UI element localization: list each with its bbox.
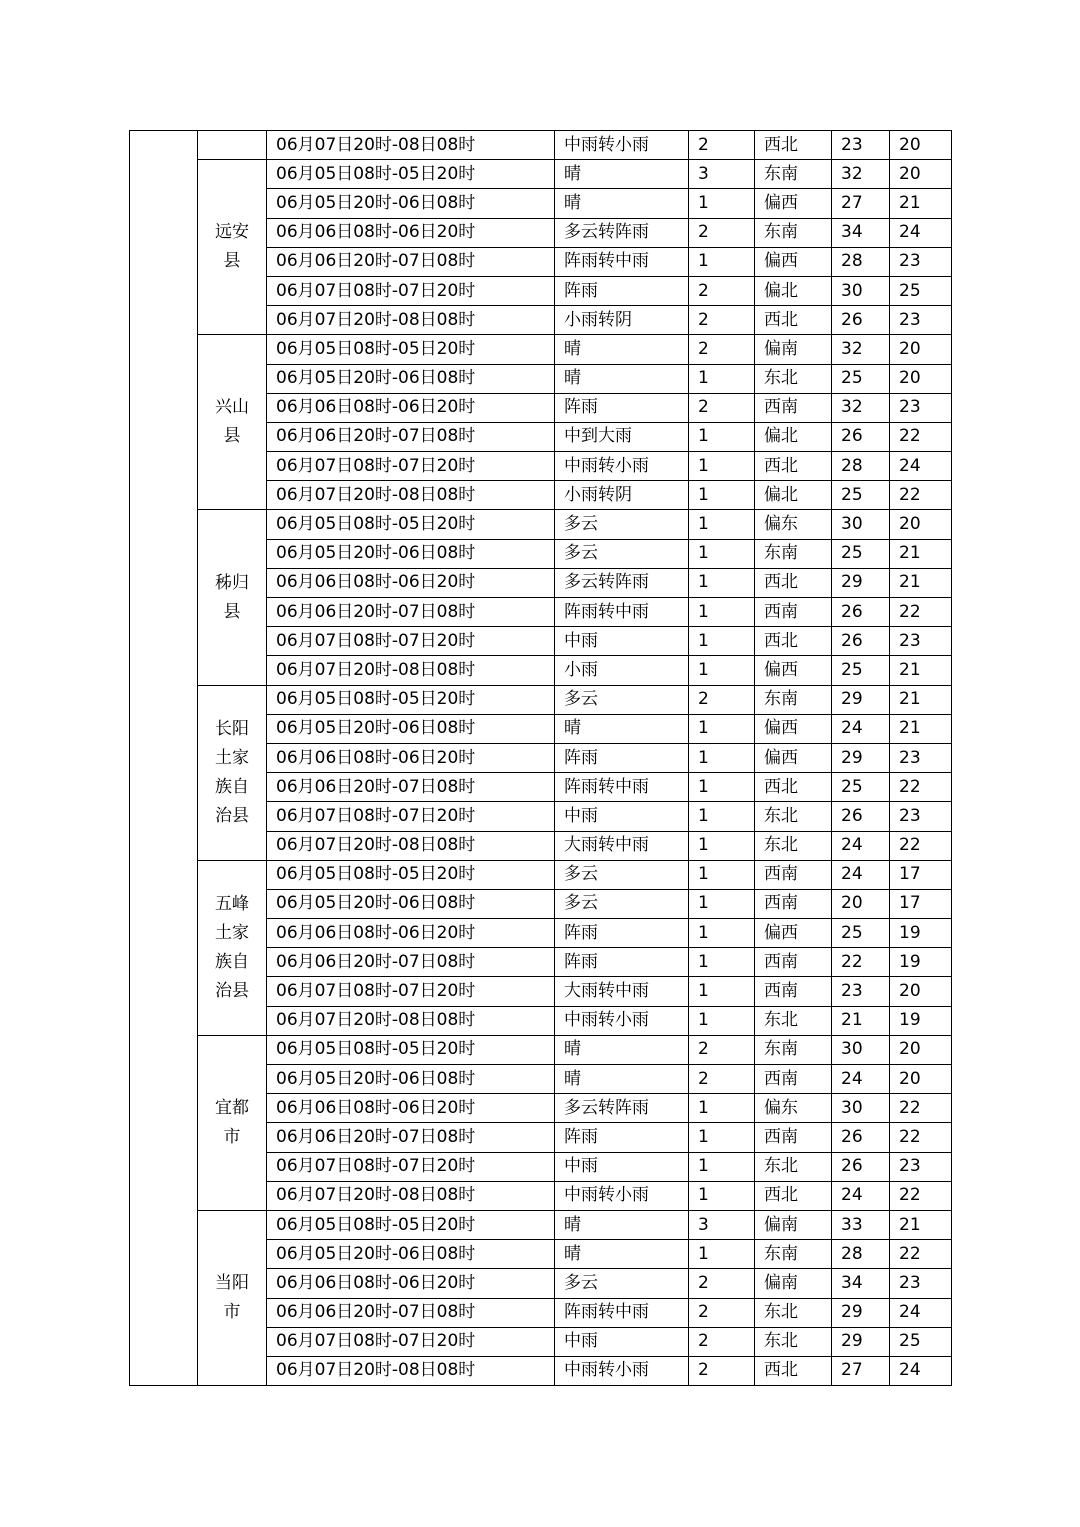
period-cell: 06月06日08时-06日20时 (267, 393, 555, 422)
weather-cell: 大雨转中雨 (555, 831, 689, 860)
max-temp-cell: 28 (832, 247, 890, 276)
weather-cell: 中雨转小雨 (555, 1356, 689, 1385)
wind-direction-cell: 东南 (755, 1035, 832, 1064)
max-temp-cell: 21 (832, 1006, 890, 1035)
max-temp-cell: 29 (832, 568, 890, 597)
period-cell: 06月05日20时-06日08时 (267, 539, 555, 568)
period-cell: 06月07日20时-08日08时 (267, 1181, 555, 1210)
county-cell (198, 1035, 267, 1210)
wind-direction-cell: 西南 (755, 977, 832, 1006)
wind-level-cell: 2 (689, 1065, 755, 1094)
period-cell: 06月07日08时-07日20时 (267, 977, 555, 1006)
period-cell: 06月07日20时-08日08时 (267, 131, 555, 160)
wind-direction-cell: 西南 (755, 889, 832, 918)
wind-direction-cell: 西南 (755, 1123, 832, 1152)
max-temp-cell: 29 (832, 685, 890, 714)
wind-direction-cell: 东南 (755, 218, 832, 247)
wind-direction-cell: 西北 (755, 773, 832, 802)
weather-cell: 多云 (555, 539, 689, 568)
max-temp-cell: 32 (832, 393, 890, 422)
period-cell: 06月06日08时-06日20时 (267, 568, 555, 597)
weather-cell: 晴 (555, 1035, 689, 1064)
max-temp-cell: 30 (832, 1094, 890, 1123)
wind-level-cell: 1 (689, 656, 755, 685)
weather-cell: 多云 (555, 1269, 689, 1298)
min-temp-cell: 20 (890, 1035, 952, 1064)
weather-cell: 中雨 (555, 802, 689, 831)
county-name: 长阳土家族自治县 (215, 718, 249, 826)
period-cell: 06月06日20时-07日08时 (267, 422, 555, 451)
max-temp-cell: 25 (832, 481, 890, 510)
county-cell (198, 860, 267, 1035)
weather-cell: 多云 (555, 860, 689, 889)
wind-level-cell: 2 (689, 1356, 755, 1385)
max-temp-cell: 24 (832, 714, 890, 743)
max-temp-cell: 25 (832, 539, 890, 568)
period-cell: 06月06日08时-06日20时 (267, 1094, 555, 1123)
period-cell: 06月07日08时-07日20时 (267, 1327, 555, 1356)
weather-cell: 中到大雨 (555, 422, 689, 451)
wind-level-cell: 1 (689, 1152, 755, 1181)
weather-cell: 小雨 (555, 656, 689, 685)
wind-direction-cell: 东北 (755, 831, 832, 860)
wind-direction-cell: 西北 (755, 131, 832, 160)
max-temp-cell: 30 (832, 510, 890, 539)
wind-level-cell: 1 (689, 189, 755, 218)
period-cell: 06月07日08时-07日20时 (267, 802, 555, 831)
weather-cell: 阵雨 (555, 919, 689, 948)
min-temp-cell: 25 (890, 276, 952, 305)
wind-level-cell: 3 (689, 160, 755, 189)
weather-cell: 大雨转中雨 (555, 977, 689, 1006)
period-cell: 06月06日20时-07日08时 (267, 1298, 555, 1327)
wind-direction-cell: 东北 (755, 1327, 832, 1356)
county-cell (198, 685, 267, 860)
county-name: 远安县 (215, 222, 249, 272)
wind-level-cell: 1 (689, 802, 755, 831)
wind-direction-cell: 偏北 (755, 422, 832, 451)
max-temp-cell: 25 (832, 773, 890, 802)
period-cell: 06月07日08时-07日20时 (267, 276, 555, 305)
wind-level-cell: 2 (689, 1269, 755, 1298)
max-temp-cell: 26 (832, 422, 890, 451)
wind-direction-cell: 偏东 (755, 510, 832, 539)
wind-direction-cell: 东北 (755, 1152, 832, 1181)
wind-level-cell: 1 (689, 860, 755, 889)
wind-level-cell: 2 (689, 306, 755, 335)
period-cell: 06月06日08时-06日20时 (267, 743, 555, 772)
wind-level-cell: 1 (689, 1181, 755, 1210)
weather-cell: 中雨 (555, 1327, 689, 1356)
wind-direction-cell: 西北 (755, 1181, 832, 1210)
max-temp-cell: 27 (832, 189, 890, 218)
max-temp-cell: 26 (832, 1123, 890, 1152)
period-cell: 06月05日08时-05日20时 (267, 1035, 555, 1064)
weather-cell: 晴 (555, 335, 689, 364)
weather-cell: 晴 (555, 714, 689, 743)
wind-level-cell: 2 (689, 1298, 755, 1327)
period-cell: 06月06日08时-06日20时 (267, 1269, 555, 1298)
period-cell: 06月05日20时-06日08时 (267, 189, 555, 218)
min-temp-cell: 22 (890, 598, 952, 627)
wind-level-cell: 2 (689, 393, 755, 422)
period-cell: 06月05日08时-05日20时 (267, 160, 555, 189)
wind-direction-cell: 偏南 (755, 1210, 832, 1239)
wind-direction-cell: 西南 (755, 393, 832, 422)
wind-level-cell: 1 (689, 773, 755, 802)
table-row (130, 1210, 952, 1239)
max-temp-cell: 26 (832, 802, 890, 831)
min-temp-cell: 20 (890, 510, 952, 539)
weather-cell: 晴 (555, 160, 689, 189)
wind-level-cell: 1 (689, 539, 755, 568)
wind-direction-cell: 偏南 (755, 335, 832, 364)
wind-direction-cell: 东北 (755, 364, 832, 393)
wind-level-cell: 1 (689, 743, 755, 772)
min-temp-cell: 22 (890, 422, 952, 451)
wind-direction-cell: 西北 (755, 452, 832, 481)
min-temp-cell: 23 (890, 247, 952, 276)
wind-level-cell: 1 (689, 1240, 755, 1269)
max-temp-cell: 29 (832, 743, 890, 772)
forecast-table (129, 130, 952, 1386)
min-temp-cell: 19 (890, 919, 952, 948)
min-temp-cell: 23 (890, 743, 952, 772)
min-temp-cell: 20 (890, 977, 952, 1006)
weather-cell: 中雨 (555, 627, 689, 656)
wind-level-cell: 1 (689, 364, 755, 393)
county-name: 兴山县 (215, 397, 249, 447)
wind-level-cell: 1 (689, 714, 755, 743)
county-name: 宜都市 (215, 1097, 249, 1147)
weather-cell: 阵雨 (555, 948, 689, 977)
min-temp-cell: 24 (890, 218, 952, 247)
wind-level-cell: 1 (689, 1006, 755, 1035)
period-cell: 06月05日20时-06日08时 (267, 714, 555, 743)
wind-level-cell: 1 (689, 1123, 755, 1152)
wind-direction-cell: 西南 (755, 948, 832, 977)
max-temp-cell: 22 (832, 948, 890, 977)
max-temp-cell: 25 (832, 656, 890, 685)
wind-level-cell: 1 (689, 831, 755, 860)
max-temp-cell: 25 (832, 364, 890, 393)
period-cell: 06月05日08时-05日20时 (267, 685, 555, 714)
wind-level-cell: 1 (689, 247, 755, 276)
weather-cell: 中雨转小雨 (555, 1006, 689, 1035)
period-cell: 06月06日08时-06日20时 (267, 218, 555, 247)
table-row (130, 860, 952, 889)
wind-direction-cell: 偏西 (755, 656, 832, 685)
wind-level-cell: 1 (689, 627, 755, 656)
min-temp-cell: 20 (890, 160, 952, 189)
county-cell (198, 160, 267, 335)
period-cell: 06月07日20时-08日08时 (267, 831, 555, 860)
period-cell: 06月07日20时-08日08时 (267, 1006, 555, 1035)
min-temp-cell: 23 (890, 627, 952, 656)
period-cell: 06月05日08时-05日20时 (267, 1210, 555, 1239)
weather-cell: 中雨转小雨 (555, 452, 689, 481)
period-cell: 06月06日20时-07日08时 (267, 598, 555, 627)
period-cell: 06月07日08时-07日20时 (267, 452, 555, 481)
weather-cell: 阵雨转中雨 (555, 1298, 689, 1327)
wind-level-cell: 2 (689, 685, 755, 714)
region-cell (130, 131, 198, 1386)
wind-level-cell: 2 (689, 276, 755, 305)
weather-cell: 中雨 (555, 1152, 689, 1181)
period-cell: 06月05日20时-06日08时 (267, 364, 555, 393)
min-temp-cell: 22 (890, 831, 952, 860)
min-temp-cell: 19 (890, 948, 952, 977)
wind-level-cell: 1 (689, 422, 755, 451)
period-cell: 06月07日20时-08日08时 (267, 656, 555, 685)
min-temp-cell: 23 (890, 1269, 952, 1298)
max-temp-cell: 32 (832, 335, 890, 364)
weather-cell: 阵雨 (555, 743, 689, 772)
max-temp-cell: 29 (832, 1298, 890, 1327)
min-temp-cell: 23 (890, 306, 952, 335)
wind-direction-cell: 东北 (755, 1298, 832, 1327)
max-temp-cell: 30 (832, 276, 890, 305)
weather-cell: 晴 (555, 1065, 689, 1094)
wind-direction-cell: 偏西 (755, 919, 832, 948)
wind-level-cell: 2 (689, 1035, 755, 1064)
period-cell: 06月07日20时-08日08时 (267, 306, 555, 335)
min-temp-cell: 24 (890, 1298, 952, 1327)
min-temp-cell: 21 (890, 685, 952, 714)
weather-cell: 多云 (555, 510, 689, 539)
max-temp-cell: 24 (832, 831, 890, 860)
table-row (130, 510, 952, 539)
wind-direction-cell: 东南 (755, 539, 832, 568)
min-temp-cell: 19 (890, 1006, 952, 1035)
wind-direction-cell: 偏西 (755, 189, 832, 218)
min-temp-cell: 23 (890, 802, 952, 831)
wind-direction-cell: 东北 (755, 802, 832, 831)
weather-cell: 多云 (555, 889, 689, 918)
period-cell: 06月05日20时-06日08时 (267, 889, 555, 918)
max-temp-cell: 20 (832, 889, 890, 918)
max-temp-cell: 23 (832, 131, 890, 160)
wind-direction-cell: 西北 (755, 627, 832, 656)
table-row (130, 160, 952, 189)
max-temp-cell: 30 (832, 1035, 890, 1064)
wind-direction-cell: 东南 (755, 1240, 832, 1269)
forecast-table-body (130, 131, 952, 1386)
max-temp-cell: 26 (832, 1152, 890, 1181)
max-temp-cell: 26 (832, 627, 890, 656)
wind-level-cell: 2 (689, 218, 755, 247)
min-temp-cell: 24 (890, 452, 952, 481)
min-temp-cell: 22 (890, 1123, 952, 1152)
wind-direction-cell: 西北 (755, 1356, 832, 1385)
period-cell: 06月07日20时-08日08时 (267, 1356, 555, 1385)
wind-level-cell: 2 (689, 131, 755, 160)
max-temp-cell: 24 (832, 1181, 890, 1210)
weather-cell: 晴 (555, 1210, 689, 1239)
period-cell: 06月05日08时-05日20时 (267, 510, 555, 539)
weather-cell: 中雨转小雨 (555, 1181, 689, 1210)
table-row (130, 131, 952, 160)
wind-level-cell: 1 (689, 889, 755, 918)
max-temp-cell: 26 (832, 306, 890, 335)
min-temp-cell: 25 (890, 1327, 952, 1356)
period-cell: 06月06日20时-07日08时 (267, 948, 555, 977)
min-temp-cell: 20 (890, 131, 952, 160)
period-cell: 06月05日20时-06日08时 (267, 1240, 555, 1269)
wind-level-cell: 1 (689, 598, 755, 627)
weather-cell: 多云转阵雨 (555, 568, 689, 597)
weather-cell: 阵雨转中雨 (555, 247, 689, 276)
wind-level-cell: 1 (689, 948, 755, 977)
weather-cell: 中雨转小雨 (555, 131, 689, 160)
weather-cell: 小雨转阴 (555, 306, 689, 335)
wind-direction-cell: 东北 (755, 1006, 832, 1035)
weather-cell: 小雨转阴 (555, 481, 689, 510)
max-temp-cell: 32 (832, 160, 890, 189)
max-temp-cell: 24 (832, 1065, 890, 1094)
wind-level-cell: 1 (689, 510, 755, 539)
min-temp-cell: 20 (890, 335, 952, 364)
table-row (130, 685, 952, 714)
wind-direction-cell: 东南 (755, 685, 832, 714)
county-cell (198, 335, 267, 510)
min-temp-cell: 21 (890, 539, 952, 568)
period-cell: 06月06日20时-07日08时 (267, 1123, 555, 1152)
period-cell: 06月05日08时-05日20时 (267, 335, 555, 364)
max-temp-cell: 27 (832, 1356, 890, 1385)
period-cell: 06月07日08时-07日20时 (267, 627, 555, 656)
weather-cell: 阵雨转中雨 (555, 598, 689, 627)
period-cell: 06月06日20时-07日08时 (267, 247, 555, 276)
wind-level-cell: 1 (689, 452, 755, 481)
max-temp-cell: 34 (832, 218, 890, 247)
wind-direction-cell: 西北 (755, 568, 832, 597)
weather-cell: 多云 (555, 685, 689, 714)
min-temp-cell: 22 (890, 773, 952, 802)
wind-direction-cell: 西南 (755, 1065, 832, 1094)
table-row (130, 335, 952, 364)
period-cell: 06月07日08时-07日20时 (267, 1152, 555, 1181)
max-temp-cell: 28 (832, 1240, 890, 1269)
county-cell (198, 1210, 267, 1385)
max-temp-cell: 29 (832, 1327, 890, 1356)
min-temp-cell: 23 (890, 393, 952, 422)
county-cell (198, 131, 267, 160)
min-temp-cell: 22 (890, 481, 952, 510)
wind-direction-cell: 偏西 (755, 743, 832, 772)
weather-cell: 阵雨 (555, 393, 689, 422)
min-temp-cell: 21 (890, 189, 952, 218)
min-temp-cell: 23 (890, 1152, 952, 1181)
wind-direction-cell: 偏南 (755, 1269, 832, 1298)
wind-direction-cell: 东南 (755, 160, 832, 189)
period-cell: 06月07日20时-08日08时 (267, 481, 555, 510)
weather-cell: 阵雨 (555, 276, 689, 305)
wind-level-cell: 1 (689, 1094, 755, 1123)
wind-direction-cell: 西南 (755, 598, 832, 627)
min-temp-cell: 21 (890, 714, 952, 743)
period-cell: 06月05日08时-05日20时 (267, 860, 555, 889)
period-cell: 06月06日20时-07日08时 (267, 773, 555, 802)
min-temp-cell: 21 (890, 1210, 952, 1239)
max-temp-cell: 26 (832, 598, 890, 627)
max-temp-cell: 23 (832, 977, 890, 1006)
weather-cell: 多云转阵雨 (555, 218, 689, 247)
wind-direction-cell: 偏北 (755, 481, 832, 510)
wind-level-cell: 3 (689, 1210, 755, 1239)
wind-direction-cell: 偏北 (755, 276, 832, 305)
max-temp-cell: 33 (832, 1210, 890, 1239)
max-temp-cell: 25 (832, 919, 890, 948)
table-row (130, 1035, 952, 1064)
wind-direction-cell: 西北 (755, 306, 832, 335)
min-temp-cell: 20 (890, 364, 952, 393)
min-temp-cell: 22 (890, 1240, 952, 1269)
max-temp-cell: 28 (832, 452, 890, 481)
weather-cell: 阵雨 (555, 1123, 689, 1152)
min-temp-cell: 24 (890, 1356, 952, 1385)
min-temp-cell: 20 (890, 1065, 952, 1094)
min-temp-cell: 21 (890, 656, 952, 685)
weather-cell: 多云转阵雨 (555, 1094, 689, 1123)
period-cell: 06月05日20时-06日08时 (267, 1065, 555, 1094)
max-temp-cell: 24 (832, 860, 890, 889)
min-temp-cell: 22 (890, 1181, 952, 1210)
min-temp-cell: 22 (890, 1094, 952, 1123)
wind-level-cell: 1 (689, 977, 755, 1006)
wind-direction-cell: 偏西 (755, 247, 832, 276)
wind-direction-cell: 西南 (755, 860, 832, 889)
wind-direction-cell: 偏西 (755, 714, 832, 743)
min-temp-cell: 17 (890, 889, 952, 918)
period-cell: 06月06日08时-06日20时 (267, 919, 555, 948)
weather-cell: 晴 (555, 364, 689, 393)
wind-level-cell: 1 (689, 919, 755, 948)
min-temp-cell: 17 (890, 860, 952, 889)
weather-cell: 晴 (555, 189, 689, 218)
max-temp-cell: 34 (832, 1269, 890, 1298)
county-name: 五峰土家族自治县 (215, 893, 249, 1001)
county-name: 当阳市 (215, 1273, 249, 1322)
wind-level-cell: 1 (689, 568, 755, 597)
county-name: 秭归县 (215, 572, 249, 622)
weather-cell: 阵雨转中雨 (555, 773, 689, 802)
county-cell (198, 510, 267, 685)
min-temp-cell: 21 (890, 568, 952, 597)
wind-level-cell: 2 (689, 1327, 755, 1356)
wind-level-cell: 1 (689, 481, 755, 510)
wind-direction-cell: 偏东 (755, 1094, 832, 1123)
weather-cell: 晴 (555, 1240, 689, 1269)
wind-level-cell: 2 (689, 335, 755, 364)
